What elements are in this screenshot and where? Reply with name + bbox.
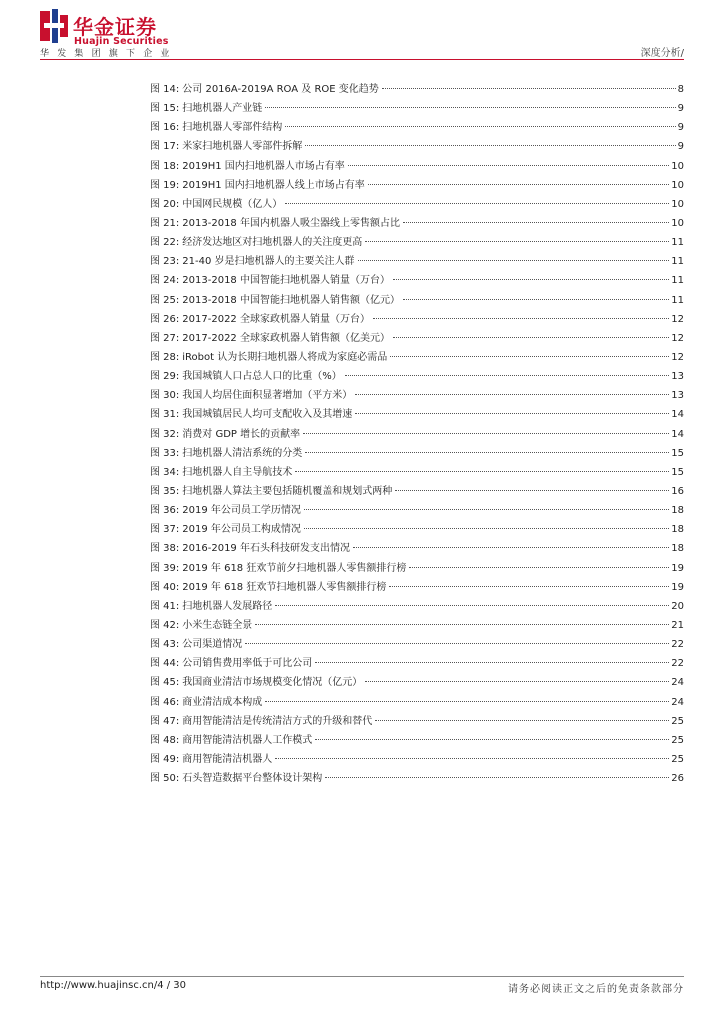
toc-entry[interactable] [150, 578, 684, 597]
figure-title: 消费对 GDP 增长的贡献率 [182, 428, 301, 440]
dot-leader [393, 278, 669, 280]
toc-entry[interactable] [150, 673, 684, 692]
figure-number: 图 30: [150, 390, 180, 402]
figure-number: 图 15: [150, 103, 180, 115]
page-number: 24 [671, 696, 684, 708]
dot-leader [303, 432, 669, 434]
page-number: 13 [671, 390, 684, 402]
page-number: 11 [671, 237, 684, 249]
toc-entry[interactable] [150, 559, 684, 578]
toc-entry[interactable] [150, 635, 684, 654]
figure-number: 图 36: [150, 505, 180, 517]
toc-entry[interactable] [150, 750, 684, 769]
page-number: 25 [671, 753, 684, 765]
dot-leader [375, 719, 669, 721]
page-number: 21 [671, 619, 684, 631]
dot-leader [368, 183, 669, 185]
footer-disclaimer: 请务必阅读正文之后的免责条款部分 [508, 984, 684, 995]
dot-leader [393, 336, 669, 338]
page-number: 25 [671, 715, 684, 727]
figure-title: 2017-2022 全球家政机器人销量（万台） [182, 313, 370, 325]
dot-leader [265, 700, 669, 702]
page-number: 10 [671, 198, 684, 210]
dot-leader [325, 776, 669, 778]
dot-leader [382, 87, 676, 89]
figure-title: 公司渠道情况 [182, 639, 243, 651]
toc-entry[interactable] [150, 769, 684, 788]
figure-number: 图 46: [150, 696, 180, 708]
footer-url-page: http://www.huajinsc.cn/4 / 30 [40, 980, 187, 991]
toc-entry[interactable] [150, 482, 684, 501]
figure-title: 米家扫地机器人零部件拆解 [182, 141, 303, 153]
dot-leader [304, 508, 669, 510]
figure-number: 图 47: [150, 715, 180, 727]
page-number: 13 [671, 371, 684, 383]
toc-entry[interactable] [150, 271, 684, 290]
dot-leader [355, 412, 669, 414]
page-header [0, 0, 724, 70]
figure-title: 2017-2022 全球家政机器人销售额（亿美元） [182, 332, 390, 344]
figure-title: 2013-2018 中国智能扫地机器人销量（万台） [182, 275, 390, 287]
page-number: 20 [671, 600, 684, 612]
figure-title: 2016-2019 年石头科技研发支出情况 [182, 543, 350, 555]
figure-title: 2019 年 618 狂欢节前夕扫地机器人零售额排行榜 [182, 562, 407, 574]
figure-number: 图 38: [150, 543, 180, 555]
toc-entry[interactable] [150, 693, 684, 712]
figure-number: 图 26: [150, 313, 180, 325]
toc-entry[interactable] [150, 252, 684, 271]
toc-entry[interactable] [150, 501, 684, 520]
figure-number: 图 14: [150, 84, 180, 95]
figure-number: 图 28: [150, 351, 180, 363]
dot-leader [353, 546, 669, 548]
toc-entry[interactable] [150, 348, 684, 367]
figure-number: 图 43: [150, 639, 180, 651]
figure-number: 图 39: [150, 562, 180, 574]
figure-title: 21-40 岁是扫地机器人的主要关注人群 [182, 256, 355, 268]
figure-number: 图 44: [150, 658, 180, 670]
page-number: 11 [671, 275, 684, 287]
figure-number: 图 21: [150, 217, 180, 229]
dot-leader [345, 374, 669, 376]
dot-leader [275, 757, 669, 759]
toc-entry[interactable] [150, 80, 684, 99]
figure-number: 图 19: [150, 179, 180, 191]
figure-title: 扫地机器人算法主要包括随机覆盖和规划式两种 [182, 485, 393, 497]
toc-entry[interactable] [150, 99, 684, 118]
figure-title: 2019H1 国内扫地机器人线上市场占有率 [182, 179, 365, 191]
dot-leader [348, 164, 669, 166]
toc-entry[interactable] [150, 463, 684, 482]
dot-leader [265, 106, 675, 108]
dot-leader [389, 585, 669, 587]
page-number: 11 [671, 294, 684, 306]
dot-leader [295, 470, 669, 472]
figure-title: 经济发达地区对扫地机器人的关注度更高 [182, 237, 363, 249]
dot-leader [255, 623, 669, 625]
figure-title: 商用智能清洁机器人工作模式 [182, 734, 313, 746]
toc-entry[interactable] [150, 654, 684, 673]
page-number: 19 [671, 581, 684, 593]
toc-entry[interactable] [150, 214, 684, 233]
page-number: 12 [671, 332, 684, 344]
figure-title: 扫地机器人自主导航技术 [182, 466, 293, 478]
toc-entry[interactable] [150, 233, 684, 252]
page-number: 24 [671, 677, 684, 689]
dot-leader [403, 298, 669, 300]
figure-title: 商用智能清洁机器人 [182, 753, 273, 765]
figure-title: 2013-2018 年国内机器人吸尘器线上零售额占比 [182, 217, 400, 229]
figure-title: 我国商业清洁市场规模变化情况（亿元） [182, 677, 363, 689]
dot-leader [395, 489, 669, 491]
figure-title: 公司 2016A-2019A ROA 及 ROE 变化趋势 [182, 84, 379, 95]
figure-title: 2019H1 国内扫地机器人市场占有率 [182, 160, 345, 172]
page-number: 25 [671, 734, 684, 746]
toc-entry[interactable] [150, 195, 684, 214]
toc-entry[interactable] [150, 157, 684, 176]
dot-leader [304, 527, 669, 529]
footer-divider [40, 976, 684, 977]
page-number: 15 [671, 466, 684, 478]
figure-title: 扫地机器人发展路径 [182, 600, 273, 612]
page-number: 16 [671, 485, 684, 497]
page-number: 8 [677, 84, 684, 95]
brand-slogan: 华发集团旗下企业 [40, 49, 178, 59]
figure-number: 图 23: [150, 256, 180, 268]
toc-entry[interactable] [150, 731, 684, 750]
figure-list [150, 80, 684, 788]
page-number: 14 [671, 409, 684, 421]
page-number: 26 [671, 773, 684, 785]
figure-number: 图 37: [150, 524, 180, 536]
brand-name-en: Huajin Securities [74, 36, 169, 47]
toc-entry[interactable] [150, 405, 684, 424]
section-label: 深度分析/ [640, 48, 684, 59]
toc-entry[interactable] [150, 367, 684, 386]
toc-entry[interactable] [150, 539, 684, 558]
toc-entry[interactable] [150, 520, 684, 539]
page-number: 9 [677, 141, 684, 153]
toc-entry[interactable] [150, 329, 684, 348]
figure-number: 图 32: [150, 428, 180, 440]
figure-number: 图 24: [150, 275, 180, 287]
huajin-logo [40, 9, 170, 47]
figure-title: 2019 年 618 狂欢节扫地机器人零售额排行榜 [182, 581, 387, 593]
page-number: 9 [677, 103, 684, 115]
page-number: 18 [671, 543, 684, 555]
page-number: 14 [671, 428, 684, 440]
figure-number: 图 42: [150, 619, 180, 631]
figure-title: 2019 年公司员工学历情况 [182, 505, 301, 517]
page-number: 18 [671, 524, 684, 536]
dot-leader [305, 451, 669, 453]
figure-number: 图 35: [150, 485, 180, 497]
figure-number: 图 25: [150, 294, 180, 306]
figure-number: 图 29: [150, 371, 180, 383]
toc-entry[interactable] [150, 310, 684, 329]
figure-number: 图 17: [150, 141, 180, 153]
figure-title: 2013-2018 中国智能扫地机器人销售额（亿元） [182, 294, 400, 306]
figure-title: 扫地机器人产业链 [182, 103, 263, 115]
toc-entry[interactable] [150, 597, 684, 616]
dot-leader [358, 259, 670, 261]
page-number: 12 [671, 313, 684, 325]
toc-entry[interactable] [150, 137, 684, 156]
figure-title: 扫地机器人清洁系统的分类 [182, 447, 303, 459]
toc-entry[interactable] [150, 386, 684, 405]
figure-number: 图 27: [150, 332, 180, 344]
page-number: 12 [671, 351, 684, 363]
page-number: 18 [671, 505, 684, 517]
figure-title: 中国网民规模（亿人） [182, 198, 283, 210]
toc-entry[interactable] [150, 444, 684, 463]
dot-leader [409, 566, 669, 568]
header-divider [40, 59, 684, 60]
dot-leader [373, 317, 669, 319]
dot-leader [285, 125, 675, 127]
dot-leader [315, 738, 669, 740]
figure-number: 图 50: [150, 773, 180, 785]
figure-number: 图 22: [150, 237, 180, 249]
brand-name-cn: 华金证券 [73, 15, 157, 39]
figure-title: iRobot 认为长期扫地机器人将成为家庭必需品 [182, 351, 388, 363]
toc-entry[interactable] [150, 425, 684, 444]
toc-entry[interactable] [150, 118, 684, 137]
figure-number: 图 48: [150, 734, 180, 746]
toc-entry[interactable] [150, 712, 684, 731]
dot-leader [365, 240, 669, 242]
dot-leader [275, 604, 669, 606]
page-number: 15 [671, 447, 684, 459]
page-number: 9 [677, 122, 684, 134]
toc-entry[interactable] [150, 176, 684, 195]
dot-leader [305, 144, 675, 146]
page-number: 11 [671, 256, 684, 268]
figure-number: 图 16: [150, 122, 180, 134]
figure-title: 我国城镇人口占总人口的比重（%） [182, 371, 342, 383]
page-number: 10 [671, 217, 684, 229]
figure-number: 图 33: [150, 447, 180, 459]
huajin-logo-mark-icon [40, 9, 68, 43]
figure-title: 我国人均居住面积显著增加（平方米） [182, 390, 353, 402]
toc-entry[interactable] [150, 616, 684, 635]
toc-entry[interactable] [150, 291, 684, 310]
dot-leader [365, 680, 669, 682]
page-number: 19 [671, 562, 684, 574]
dot-leader [403, 221, 669, 223]
figure-number: 图 20: [150, 198, 180, 210]
figure-title: 商业清洁成本构成 [182, 696, 263, 708]
dot-leader [355, 393, 669, 395]
figure-title: 我国城镇居民人均可支配收入及其增速 [182, 409, 353, 421]
figure-number: 图 34: [150, 466, 180, 478]
figure-number: 图 41: [150, 600, 180, 612]
page-number: 10 [671, 160, 684, 172]
figure-number: 图 45: [150, 677, 180, 689]
page-number: 22 [671, 658, 684, 670]
dot-leader [315, 661, 669, 663]
figure-number: 图 31: [150, 409, 180, 421]
figure-title: 扫地机器人零部件结构 [182, 122, 283, 134]
figure-title: 石头智造数据平台整体设计架构 [182, 773, 323, 785]
page-number: 10 [671, 179, 684, 191]
figure-title: 商用智能清洁是传统清洁方式的升级和替代 [182, 715, 373, 727]
figure-number: 图 40: [150, 581, 180, 593]
figure-title: 2019 年公司员工构成情况 [182, 524, 301, 536]
figure-number: 图 49: [150, 753, 180, 765]
page-number: 22 [671, 639, 684, 651]
figure-title: 公司销售费用率低于可比公司 [182, 658, 313, 670]
dot-leader [245, 642, 669, 644]
figure-title: 小米生态链全景 [182, 619, 253, 631]
figure-number: 图 18: [150, 160, 180, 172]
dot-leader [285, 202, 669, 204]
dot-leader [390, 355, 669, 357]
